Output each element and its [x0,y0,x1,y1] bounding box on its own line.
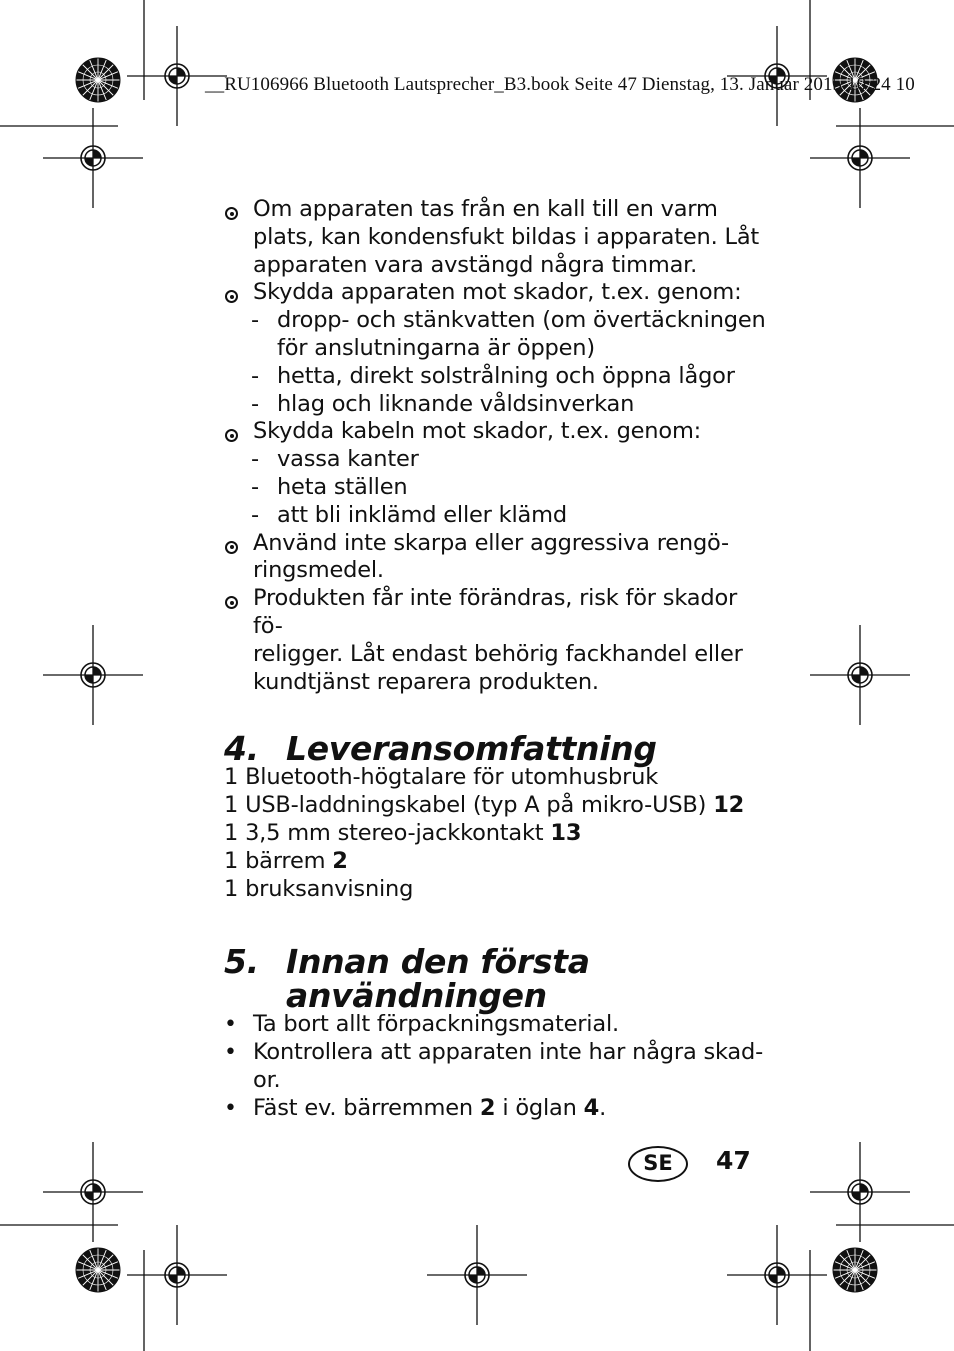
safety-item [224,196,772,279]
sub-item [224,446,772,474]
part-ref: 4 [583,1094,600,1121]
delivery-item [224,876,772,904]
item-line: or. [253,1066,281,1093]
bullet: • [224,1095,237,1121]
page-number: 47 [716,1146,751,1175]
section-number: 4. [224,729,259,769]
delivery-text: 1 3,5 mm stereo-jackkontakt [224,819,551,846]
item-line: att bli inklämd eller klämd [277,501,567,528]
safety-marker [224,530,248,558]
part-ref: 2 [479,1094,496,1121]
sub-item [224,307,772,363]
bullet: • [224,1012,237,1038]
list-item [224,1039,772,1095]
safety-list [224,196,772,696]
dash-marker: - [251,362,259,389]
preparation-list [224,1011,772,1094]
list-item [224,1011,772,1039]
list-item: • Fäst ev. bärremmen 2 i öglan 4. [224,1094,607,1121]
delivery-list [224,764,772,903]
bullet: • [224,1040,237,1066]
section-title-line-2: användningen [286,976,547,1016]
circle-bullet-icon [225,596,238,609]
sub-item [224,502,772,530]
sub-item [224,363,772,391]
item-line: religger. Låt endast behörig fackhandel eller [253,640,743,667]
sub-item [224,391,772,419]
dash-marker: - [251,307,259,334]
dash-marker: - [251,473,259,500]
section-4-heading [224,729,772,769]
safety-item [224,530,772,586]
item-line: Ta bort allt förpackningsmaterial. [253,1011,619,1038]
item-line: Om apparaten tas från en kall till en varm [253,196,718,222]
item-line: för anslutningarna är öppen) [277,334,595,361]
circle-bullet-icon [225,290,238,303]
safety-marker [224,279,248,307]
delivery-item [224,792,772,820]
section-5-heading [224,942,772,1016]
item-line: hetta, direkt solstrålning och öppna lågor [277,362,735,389]
safety-marker [224,418,248,446]
section-title-line-1: Innan den första [286,942,590,982]
delivery-text: 1 bärrem [224,847,333,874]
item-line: plats, kan kondensfukt bildas i apparaten. Låt [253,223,760,250]
circle-bullet-icon [225,429,238,442]
item-line: Använd inte skarpa eller aggressiva rengö- [253,529,729,556]
item-line: vassa kanter [277,446,419,473]
delivery-text: 1 USB-laddningskabel (typ A på mikro-USB) [224,792,714,819]
section-title: Leveransomfattning [286,729,657,769]
item-line: Skydda apparaten mot skador, t.ex. genom: [253,279,742,306]
dash-marker: - [251,501,259,528]
delivery-text: 1 Bluetooth-högtalare för utomhusbruk [224,764,659,791]
item-line: Produkten får inte förändras, risk för skador fö- [253,585,738,639]
part-ref: 13 [550,819,582,846]
language-badge: SE [628,1146,688,1182]
dash-marker: - [251,390,259,417]
circle-bullet-icon [225,541,238,554]
page-content [224,196,772,1123]
delivery-item [224,764,772,792]
dash-marker: - [251,446,259,473]
item-line: kundtjänst reparera produkten. [253,668,599,695]
circle-bullet-icon [225,207,238,220]
item-line: Skydda kabeln mot skador, t.ex. genom: [253,418,702,445]
section-number: 5. [224,942,259,982]
item-line: Kontrollera att apparaten inte har några skad- [253,1039,764,1066]
sub-item [224,474,772,502]
part-ref: 12 [713,792,745,819]
item-line: apparaten vara avstängd några timmar. [253,251,698,278]
delivery-item [224,820,772,848]
item-line: hlag och liknande våldsinverkan [277,390,635,417]
print-header: __RU106966 Bluetooth Lautsprecher_B3.book Seite 47 Dienstag, 13. Januar 2015 10:24 10 [205,74,915,95]
safety-item [224,418,772,446]
safety-marker [224,196,248,224]
delivery-text: 1 bruksanvisning [224,875,414,902]
safety-item [224,279,772,307]
item-line: ringsmedel. [253,557,384,584]
part-ref: 2 [332,847,348,874]
safety-item [224,585,772,696]
delivery-item [224,848,772,876]
item-line: dropp- och stänkvatten (om övertäckningen [277,307,766,334]
item-line: heta ställen [277,473,408,500]
safety-marker [224,585,248,613]
